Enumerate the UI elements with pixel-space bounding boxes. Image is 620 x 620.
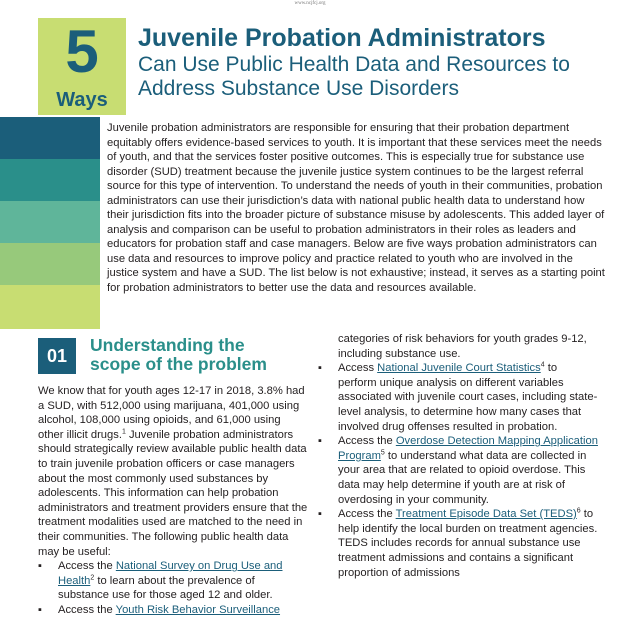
- list-item: ▪ Access National Juvenile Court Statistics$^4$ to perform unique analysis on different variables associated with juvenile court cases, including state-level analysis, to determine how many cases that involved drug offenses resulted in probation.: [318, 361, 598, 434]
- side-color-band-1: [0, 117, 100, 159]
- section-number: 01: [38, 338, 76, 374]
- header-url: www.ncjfcj.org: [294, 1, 326, 6]
- page-title: [138, 24, 608, 101]
- side-color-band-4: [0, 243, 100, 285]
- section-title: Understanding the scope of the problem: [90, 335, 267, 374]
- section-paragraph: We know that for youth ages 12-17 in 2018, 3.8% had a SUD, with 512,000 using marijuana, 401,000 using alcohol, 108,000 using opioids, and 61,000 using other illicit drugs.$^1$ Juvenile probation administrators should strategically review available public health data to train juvenile probation officers or case managers about the most commonly used substances by adolescents. This information can help probation administrators and treatment providers ensure that the treatment modalities used are matched to the need in their communities. The following public health data may be useful:: [38, 385, 308, 558]
- subtitle-line-1: Can Use Public Health Data and Resources to: [138, 53, 570, 76]
- odmap-link[interactable]: Overdose Detection Mapping Application Program: [338, 435, 598, 462]
- list-item: ▪ Access the Youth Risk Behavior Surveillance: [38, 603, 308, 618]
- five-ways-badge: [38, 18, 126, 115]
- title-bold: Juvenile Probation Administrators: [138, 24, 546, 52]
- juvenile-court-stats-link[interactable]: National Juvenile Court Statistics: [377, 362, 541, 375]
- side-color-band-5: [0, 285, 100, 329]
- teds-link[interactable]: Treatment Episode Data Set (TEDS): [395, 508, 577, 521]
- badge-number: 5: [65, 18, 99, 85]
- list-item: ▪ Access the Treatment Episode Data Set (TEDS)$^6$ to help identify the local burden on treatment agencies. TEDS includes records for annual substance use treatment admissions and contains a significant proportion of admissions: [318, 507, 598, 580]
- side-color-band-2: [0, 159, 100, 201]
- right-bullet-list: [318, 361, 598, 580]
- badge-word: Ways: [56, 89, 108, 111]
- nsduh-link[interactable]: National Survey on Drug Use and Health: [58, 560, 283, 587]
- left-bullet-list: [38, 559, 308, 617]
- subtitle-line-2: Address Substance Use Disorders: [138, 77, 459, 100]
- yrbs-link[interactable]: Youth Risk Behavior Surveillance: [115, 603, 281, 616]
- intro-paragraph: Juvenile probation administrators are responsible for ensuring that their probation department equitably offers evidence-based services to youth. It is important that these services meet the needs of youth, and that the services foster positive outcomes. This is especially true for substance use disorder (SUD) treatment because the juvenile justice system continues to be the largest referral source for this type of intervention. To understand the needs of youth in their communities, probation administrators can use their jurisdiction’s data with national public health data to understand how their jurisdiction fits into the broader picture of substance misuse by adolescents. This added layer of analysis and comparison can be useful to probation administrators in their roles as leaders and educators for probation staff and case managers. Below are five ways probation administrators can use data and resources to improve policy and practice related to youth who are involved in the justice system and have a SUD. The list below is not exhaustive; instead, it serves as a starting point for probation administrators to better use the data and resources available.: [107, 122, 605, 295]
- continuation-text: categories of risk behaviors for youth grades 9-12, including substance use.: [338, 333, 587, 360]
- list-item: ▪ Access the National Survey on Drug Use and Health$^2$ to learn about the prevalence of substance use for those aged 12 and older.: [38, 559, 308, 603]
- list-item: ▪ Access the Overdose Detection Mapping Application Program$^5$ to understand what data are collected in your area that are related to opioid overdose. This data may help determine if youth are at risk of overdosing in your community.: [318, 434, 598, 507]
- side-color-band-3: [0, 201, 100, 243]
- left-column: [38, 384, 308, 618]
- right-column: [318, 332, 598, 580]
